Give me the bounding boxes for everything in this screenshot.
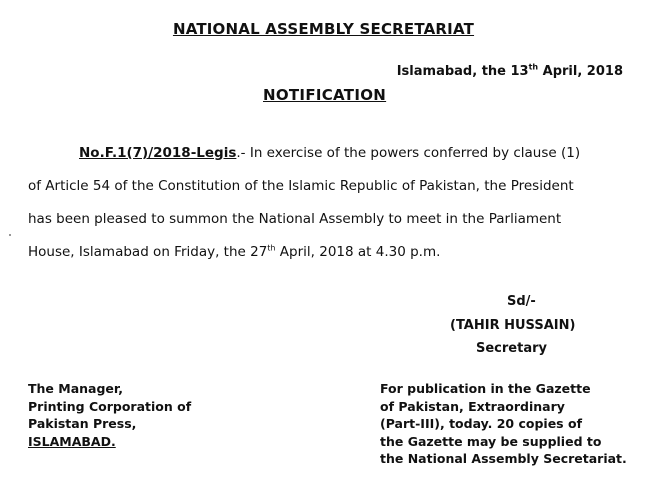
- body-line-4-suffix: April, 2018 at 4.30 p.m.: [275, 244, 441, 260]
- recipient-line: Pakistan Press,: [28, 416, 137, 431]
- recipient-line: Printing Corporation of: [28, 398, 192, 414]
- recipient-city: ISLAMABAD.: [28, 433, 116, 449]
- place-date-ordinal: th: [528, 62, 539, 72]
- signatory-designation: Secretary: [476, 341, 547, 356]
- recipient-line: The Manager,: [28, 381, 123, 396]
- publication-note-line: of Pakistan, Extraordinary: [380, 398, 565, 414]
- publication-note: [380, 380, 627, 468]
- body-line-4: [28, 244, 440, 260]
- place-date-suffix: April, 2018: [538, 64, 623, 79]
- body-line-1-text: .- In exercise of the powers conferred by clause (1): [236, 145, 581, 161]
- reference-number: No.F.1(7)/2018-Legis: [79, 145, 237, 161]
- scan-speck: [9, 234, 11, 236]
- signatory-name: (TAHIR HUSSAIN): [450, 318, 576, 333]
- notification-title: NOTIFICATION: [263, 86, 387, 104]
- place-date: [397, 64, 623, 79]
- place-date-prefix: Islamabad, the 13: [396, 64, 529, 79]
- signature-sd: Sd/-: [507, 294, 536, 309]
- body-line-4-prefix: House, Islamabad on Friday, the 27: [28, 244, 268, 260]
- publication-note-line: (Part-III), today. 20 copies of: [380, 416, 583, 431]
- body-line-3: has been pleased to summon the National Assembly to meet in the Parliament: [28, 211, 562, 227]
- document-heading: NATIONAL ASSEMBLY SECRETARIAT: [172, 20, 475, 38]
- body-line-2: of Article 54 of the Constitution of the Islamic Republic of Pakistan, the President: [28, 178, 574, 194]
- publication-note-line: the National Assembly Secretariat.: [380, 451, 627, 466]
- publication-note-line: For publication in the Gazette: [380, 381, 591, 396]
- recipient-address: [28, 380, 191, 450]
- publication-note-line: the Gazette may be supplied to: [380, 433, 602, 449]
- body-line-1: [79, 145, 580, 161]
- body-line-4-ordinal: th: [267, 243, 276, 253]
